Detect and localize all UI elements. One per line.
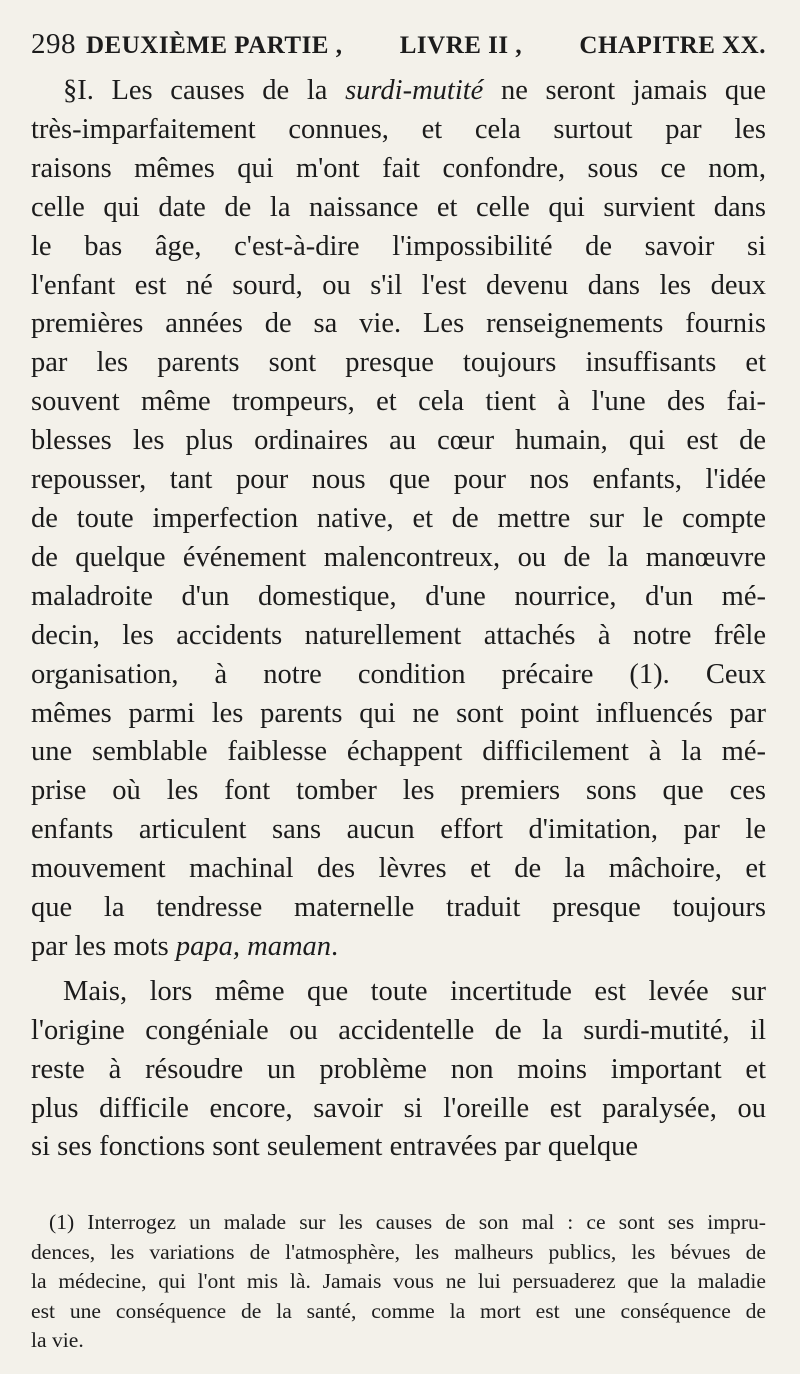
text-line [31,850,766,889]
text-run: blesses les plus ordinaires au cœur humain, qui est de [31,425,766,457]
text-run: prise où les font tomber les premiers sons que ces [31,775,766,807]
text-line [31,1090,766,1129]
text-run: surdi-mutité [345,75,484,106]
text-line [31,889,766,928]
text-run: reste à résoudre un problème non moins important et [31,1053,766,1085]
footnote-line: (1) Interrogez un malade sur les causes de son mal : ce sont ses impru- [49,1210,766,1234]
text-run: le bas âge, c'est-à-dire l'impossibilité de savoir si [31,230,766,262]
paragraph [31,72,766,967]
text-line [31,578,766,617]
text-line [31,422,766,461]
text-line [31,267,766,306]
running-head [31,28,766,72]
text-line [31,1128,766,1167]
text-run: mêmes parmi les parents qui ne sont point influencés par [31,697,766,729]
text-run: premières années de sa vie. Les renseignements fournis [31,308,766,340]
text-run: organisation, à notre condition précaire (1). Ceux [31,658,766,690]
text-run: maladroite d'un domestique, d'une nourrice, d'un mé- [31,580,766,612]
text-run: l'enfant est né sourd, ou s'il l'est devenu dans les deux [31,269,766,301]
text-line [31,228,766,267]
text-line [31,656,766,695]
text-run: de toute imperfection native, et de mettre sur le compte [31,502,766,534]
text-run: . [331,930,339,962]
text-line [31,189,766,228]
text-run: enfants articulent sans aucun effort d'imitation, par le [31,814,766,846]
text-run: celle qui date de la naissance et celle qui survient dans [31,191,766,223]
text-run: si ses fonctions sont seulement entravées par quelque [31,1131,639,1163]
text-line [31,772,766,811]
chapter-label: CHAPITRE XX. [579,32,766,59]
text-line [31,928,766,967]
text-line [31,461,766,500]
footnote-line: dences, les variations de l'atmosphère, les malheurs publics, les bévues de [31,1239,766,1264]
footnote-line: la médecine, qui l'ont mis là. Jamais vous ne lui persuaderez que la maladie [31,1269,766,1294]
paragraph [31,973,766,1168]
running-title [86,32,766,60]
text-run: decin, les accidents naturellement attachés à notre frêle [31,619,766,651]
text-run: de quelque événement malencontreux, ou de la manœuvre [31,541,766,573]
text-run: plus difficile encore, savoir si l'oreille est paralysée, ou [31,1092,766,1124]
body-text [31,72,766,1167]
text-line [31,539,766,578]
text-line [31,150,766,189]
text-run: repousser, tant pour nous que pour nos enfants, l'idée [31,464,766,496]
text-line [31,1012,766,1051]
text-line [31,305,766,344]
text-line [31,973,766,1012]
text-run: par les mots [31,930,176,962]
text-run: très-imparfaitement connues, et cela surtout par les [31,113,766,145]
footnote-line: est une conséquence de la santé, comme la mort est une conséquence de [31,1298,766,1323]
text-run: que la tendresse maternelle traduit presque toujours [31,892,766,924]
text-run: papa, maman [175,930,332,962]
footnote [31,1208,766,1356]
part-label: DEUXIÈME PARTIE , [86,32,343,59]
text-line [31,383,766,422]
text-run: l'origine congéniale ou accidentelle de la surdi-mutité, il [31,1014,766,1046]
text-line [31,500,766,539]
text-line [31,111,766,150]
text-line [31,1051,766,1090]
text-line [31,72,766,111]
text-run: une semblable faiblesse échappent difficilement à la mé- [31,736,766,768]
page-number: 298 [31,28,76,60]
text-run: Mais, lors même que toute incertitude est levée sur [63,975,766,1007]
text-line [31,733,766,772]
text-line [31,695,766,734]
text-run: raisons mêmes qui m'ont fait confondre, sous ce nom, [31,152,766,184]
footnote-line: la vie. [31,1328,84,1353]
text-run: mouvement machinal des lèvres et de la mâchoire, et [31,853,766,885]
text-run: souvent même trompeurs, et cela tient à l'une des fai- [31,386,766,418]
text-line [31,811,766,850]
text-run: §I. Les causes de la [63,75,346,106]
text-run: ne seront jamais que [483,75,766,106]
text-line [31,344,766,383]
text-line [31,617,766,656]
text-run: par les parents sont presque toujours insuffisants et [31,347,766,379]
book-label: LIVRE II , [399,32,523,59]
